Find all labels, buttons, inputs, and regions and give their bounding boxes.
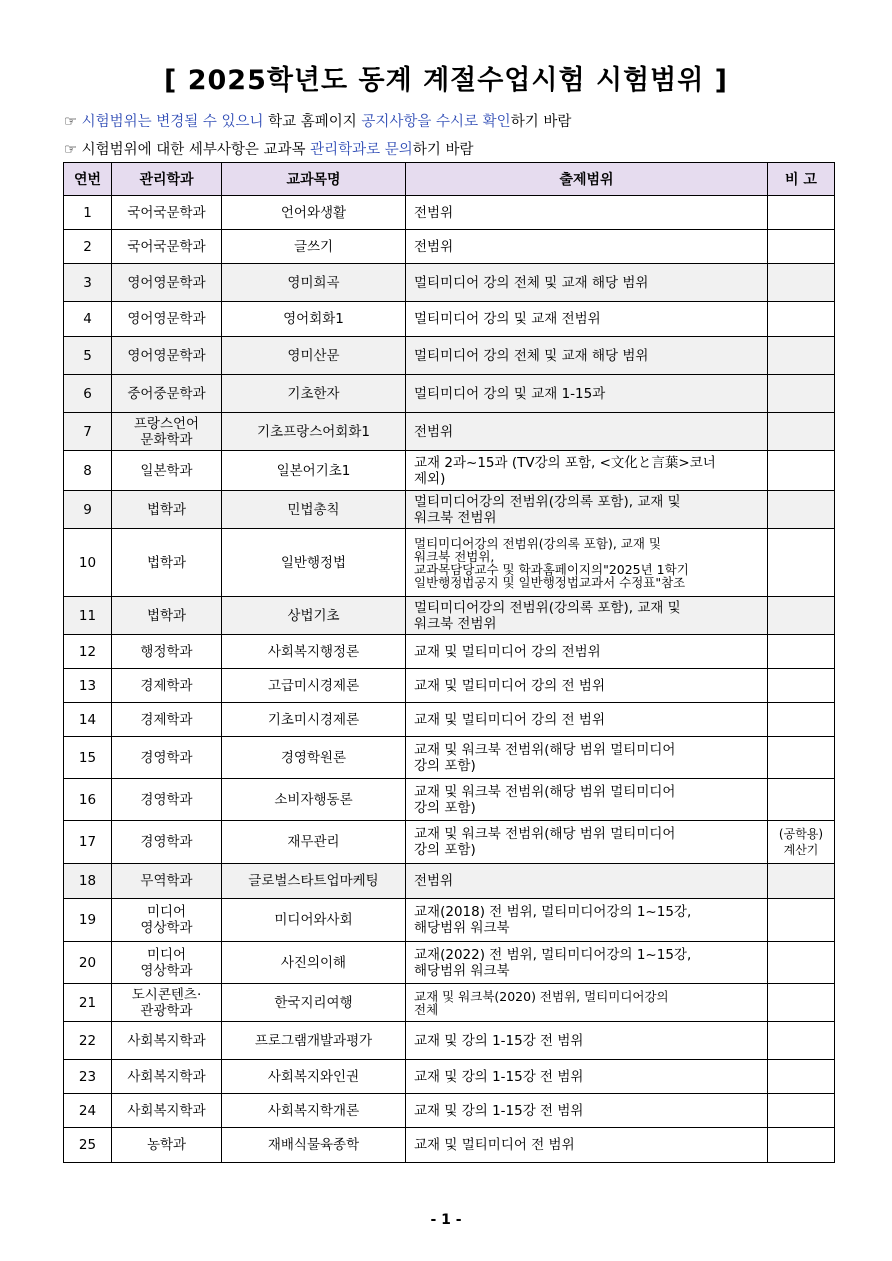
department-cell: 영어영문학과	[112, 264, 222, 302]
department-cell: 경제학과	[112, 669, 222, 703]
table-row	[64, 230, 835, 264]
row-number-cell: 5	[64, 337, 112, 375]
exam-scope-cell: 교재 및 멀티미디어 강의 전 범위	[406, 703, 768, 737]
table-row	[64, 821, 835, 864]
department-cell: 중어중문학과	[112, 375, 222, 413]
remark-cell	[768, 597, 835, 635]
table-row	[64, 703, 835, 737]
course-name-cell: 고급미시경제론	[222, 669, 406, 703]
exam-scope-cell: 멀티미디어 강의 및 교재 전범위	[406, 302, 768, 337]
remark-cell	[768, 529, 835, 597]
department-cell: 경영학과	[112, 821, 222, 864]
row-number-cell: 22	[64, 1022, 112, 1060]
exam-scope-cell: 멀티미디어강의 전범위(강의록 포함), 교재 및 워크북 전범위, 교과목담당교수 및 학과홈페이지의"2025년 1학기 일반행정법공지 및 일반행정법교과서 수정표"참조	[406, 529, 768, 597]
department-cell: 법학과	[112, 597, 222, 635]
remark-cell	[768, 264, 835, 302]
table-row	[64, 899, 835, 942]
row-number-cell: 21	[64, 984, 112, 1022]
table-row	[64, 984, 835, 1022]
table-row	[64, 779, 835, 821]
exam-scope-cell: 교재 및 멀티미디어 강의 전 범위	[406, 669, 768, 703]
department-cell: 법학과	[112, 491, 222, 529]
table-row	[64, 1060, 835, 1094]
table-row	[64, 942, 835, 984]
department-cell: 영어영문학과	[112, 337, 222, 375]
row-number-cell: 12	[64, 635, 112, 669]
department-cell: 무역학과	[112, 864, 222, 899]
department-cell: 영어영문학과	[112, 302, 222, 337]
department-cell: 경영학과	[112, 737, 222, 779]
exam-scope-cell: 전범위	[406, 413, 768, 451]
course-name-cell: 사회복지행정론	[222, 635, 406, 669]
header-number: 연번	[64, 163, 112, 196]
remark-cell	[768, 230, 835, 264]
row-number-cell: 15	[64, 737, 112, 779]
row-number-cell: 13	[64, 669, 112, 703]
course-name-cell: 소비자행동론	[222, 779, 406, 821]
exam-scope-cell: 멀티미디어 강의 전체 및 교재 해당 범위	[406, 264, 768, 302]
row-number-cell: 1	[64, 196, 112, 230]
remark-cell	[768, 942, 835, 984]
notice-text: 공지사항을 수시로 확인	[361, 114, 511, 130]
remark-cell	[768, 337, 835, 375]
remark-cell	[768, 864, 835, 899]
department-cell: 국어국문학과	[112, 196, 222, 230]
department-cell: 일본학과	[112, 451, 222, 491]
exam-scope-cell: 교재 및 멀티미디어 전 범위	[406, 1128, 768, 1163]
remark-cell	[768, 779, 835, 821]
table-row	[64, 451, 835, 491]
row-number-cell: 16	[64, 779, 112, 821]
course-name-cell: 글로벌스타트업마케팅	[222, 864, 406, 899]
remark-cell	[768, 1060, 835, 1094]
row-number-cell: 24	[64, 1094, 112, 1128]
remark-cell	[768, 669, 835, 703]
exam-scope-cell: 멀티미디어 강의 및 교재 1-15과	[406, 375, 768, 413]
exam-scope-cell: 교재 및 워크북(2020) 전범위, 멀티미디어강의 전체	[406, 984, 768, 1022]
table-row	[64, 669, 835, 703]
course-name-cell: 영어회화1	[222, 302, 406, 337]
notice-line-1	[64, 110, 571, 131]
remark-cell	[768, 375, 835, 413]
row-number-cell: 14	[64, 703, 112, 737]
remark-cell	[768, 737, 835, 779]
exam-scope-cell: 교재(2018) 전 범위, 멀티미디어강의 1~15강, 해당범위 워크북	[406, 899, 768, 942]
page-number: - 1 -	[430, 1212, 462, 1228]
row-number-cell: 9	[64, 491, 112, 529]
pointing-hand-icon: ☞	[64, 142, 77, 158]
department-cell: 국어국문학과	[112, 230, 222, 264]
row-number-cell: 10	[64, 529, 112, 597]
remark-cell	[768, 302, 835, 337]
row-number-cell: 11	[64, 597, 112, 635]
course-name-cell: 글쓰기	[222, 230, 406, 264]
table-row	[64, 1094, 835, 1128]
remark-cell	[768, 451, 835, 491]
exam-scope-table	[63, 162, 835, 1163]
exam-scope-cell: 교재 및 강의 1-15강 전 범위	[406, 1022, 768, 1060]
notice-text: 하기 바람	[412, 142, 474, 158]
header-remark: 비 고	[768, 163, 835, 196]
course-name-cell: 한국지리여행	[222, 984, 406, 1022]
table-row	[64, 737, 835, 779]
course-name-cell: 영미희곡	[222, 264, 406, 302]
row-number-cell: 19	[64, 899, 112, 942]
table-body	[64, 196, 835, 1163]
table-row	[64, 491, 835, 529]
header-department: 관리학과	[112, 163, 222, 196]
notice-text: 하기 바람	[510, 114, 572, 130]
department-cell: 행정학과	[112, 635, 222, 669]
department-cell: 경제학과	[112, 703, 222, 737]
row-number-cell: 20	[64, 942, 112, 984]
remark-cell	[768, 703, 835, 737]
remark-cell	[768, 491, 835, 529]
exam-scope-cell: 교재 및 멀티미디어 강의 전범위	[406, 635, 768, 669]
notice-text: 관리학과로 문의	[310, 142, 413, 158]
department-cell: 법학과	[112, 529, 222, 597]
row-number-cell: 25	[64, 1128, 112, 1163]
table-row	[64, 337, 835, 375]
row-number-cell: 2	[64, 230, 112, 264]
row-number-cell: 3	[64, 264, 112, 302]
remark-cell	[768, 413, 835, 451]
exam-scope-cell: 교재 및 워크북 전범위(해당 범위 멀티미디어 강의 포함)	[406, 779, 768, 821]
row-number-cell: 18	[64, 864, 112, 899]
row-number-cell: 8	[64, 451, 112, 491]
exam-scope-cell: 멀티미디어강의 전범위(강의록 포함), 교재 및 워크북 전범위	[406, 491, 768, 529]
remark-cell	[768, 1022, 835, 1060]
exam-scope-cell: 전범위	[406, 230, 768, 264]
table-row	[64, 302, 835, 337]
exam-scope-cell: 전범위	[406, 864, 768, 899]
row-number-cell: 17	[64, 821, 112, 864]
exam-scope-cell: 멀티미디어강의 전범위(강의록 포함), 교재 및 워크북 전범위	[406, 597, 768, 635]
remark-cell	[768, 899, 835, 942]
course-name-cell: 상법기초	[222, 597, 406, 635]
exam-scope-cell: 교재 및 강의 1-15강 전 범위	[406, 1060, 768, 1094]
department-cell: 사회복지학과	[112, 1094, 222, 1128]
notice-text: 시험범위는 변경될 수 있으니	[81, 114, 264, 130]
department-cell: 사회복지학과	[112, 1060, 222, 1094]
department-cell: 미디어 영상학과	[112, 942, 222, 984]
table-row	[64, 196, 835, 230]
course-name-cell: 사회복지학개론	[222, 1094, 406, 1128]
table-row	[64, 529, 835, 597]
remark-cell: (공학용) 계산기	[768, 821, 835, 864]
course-name-cell: 일본어기초1	[222, 451, 406, 491]
notice-text: 시험범위에 대한 세부사항은 교과목	[81, 142, 311, 158]
course-name-cell: 재배식물육종학	[222, 1128, 406, 1163]
exam-scope-cell: 교재 2과~15과 (TV강의 포함, <文化と言葉>코너 제외)	[406, 451, 768, 491]
remark-cell	[768, 1128, 835, 1163]
exam-scope-cell: 교재(2022) 전 범위, 멀티미디어강의 1~15강, 해당범위 워크북	[406, 942, 768, 984]
table-row	[64, 635, 835, 669]
course-name-cell: 미디어와사회	[222, 899, 406, 942]
row-number-cell: 7	[64, 413, 112, 451]
remark-cell	[768, 196, 835, 230]
row-number-cell: 4	[64, 302, 112, 337]
exam-scope-cell: 멀티미디어 강의 전체 및 교재 해당 범위	[406, 337, 768, 375]
exam-scope-cell: 전범위	[406, 196, 768, 230]
department-cell: 미디어 영상학과	[112, 899, 222, 942]
course-name-cell: 재무관리	[222, 821, 406, 864]
document-title: [ 2025학년도 동계 계절수업시험 시험범위 ]	[163, 65, 729, 96]
course-name-cell: 사진의이해	[222, 942, 406, 984]
course-name-cell: 언어와생활	[222, 196, 406, 230]
table-row	[64, 264, 835, 302]
exam-scope-cell: 교재 및 워크북 전범위(해당 범위 멀티미디어 강의 포함)	[406, 737, 768, 779]
course-name-cell: 사회복지와인권	[222, 1060, 406, 1094]
table-row	[64, 375, 835, 413]
exam-scope-cell: 교재 및 강의 1-15강 전 범위	[406, 1094, 768, 1128]
course-name-cell: 경영학원론	[222, 737, 406, 779]
department-cell: 도시콘텐츠· 관광학과	[112, 984, 222, 1022]
header-course: 교과목명	[222, 163, 406, 196]
notice-line-2	[64, 138, 473, 159]
table-row	[64, 413, 835, 451]
table-row	[64, 1128, 835, 1163]
exam-scope-cell: 교재 및 워크북 전범위(해당 범위 멀티미디어 강의 포함)	[406, 821, 768, 864]
course-name-cell: 영미산문	[222, 337, 406, 375]
row-number-cell: 6	[64, 375, 112, 413]
notice-text: 학교 홈페이지	[263, 114, 362, 130]
department-cell: 사회복지학과	[112, 1022, 222, 1060]
course-name-cell: 일반행정법	[222, 529, 406, 597]
table-row	[64, 1022, 835, 1060]
table-row	[64, 864, 835, 899]
department-cell: 프랑스언어 문화학과	[112, 413, 222, 451]
pointing-hand-icon: ☞	[64, 114, 77, 130]
remark-cell	[768, 635, 835, 669]
course-name-cell: 기초미시경제론	[222, 703, 406, 737]
table-header-row	[64, 163, 835, 196]
course-name-cell: 민법총칙	[222, 491, 406, 529]
course-name-cell: 기초프랑스어회화1	[222, 413, 406, 451]
department-cell: 농학과	[112, 1128, 222, 1163]
course-name-cell: 프로그램개발과평가	[222, 1022, 406, 1060]
table-row	[64, 597, 835, 635]
department-cell: 경영학과	[112, 779, 222, 821]
row-number-cell: 23	[64, 1060, 112, 1094]
header-scope: 출제범위	[406, 163, 768, 196]
remark-cell	[768, 984, 835, 1022]
course-name-cell: 기초한자	[222, 375, 406, 413]
remark-cell	[768, 1094, 835, 1128]
